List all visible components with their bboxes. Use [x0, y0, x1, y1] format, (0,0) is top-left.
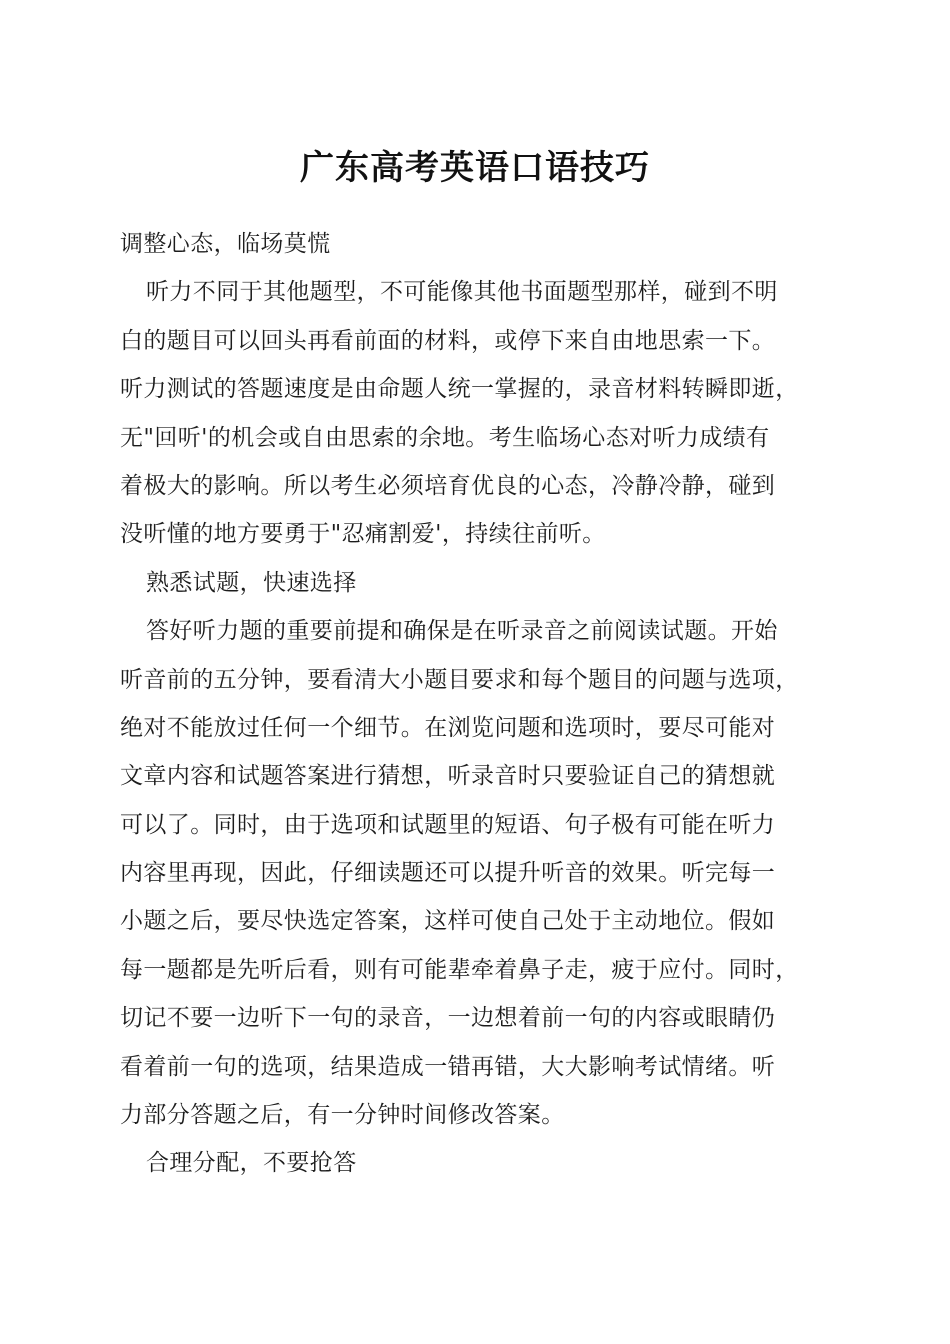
text-line: 力部分答题之后，有一分钟时间修改答案。 [120, 1102, 565, 1129]
text-line: 着极大的影响。所以考生必须培育优良的心态，冷静冷静，碰到 [120, 472, 776, 499]
text-line: 切记不要一边听下一句的录音，一边想着前一句的内容或眼睛仍 [120, 1005, 776, 1032]
text-line: 听音前的五分钟，要看清大小题目要求和每个题目的问题与选项， [120, 666, 799, 693]
text-line: 可以了。同时，由于选项和试题里的短语、句子极有可能在听力 [120, 811, 776, 838]
text-line: 听力测试的答题速度是由命题人统一掌握的，录音材料转瞬即逝， [120, 376, 799, 403]
text-line: 答好听力题的重要前提和确保是在听录音之前阅读试题。开始 [146, 618, 778, 645]
text-line: 看着前一句的选项，结果造成一错再错，大大影响考试情绪。听 [120, 1053, 776, 1080]
document-title: 广东高考英语口语技巧 [300, 148, 650, 188]
text-line: 内容里再现，因此，仔细读题还可以提升听音的效果。听完每一 [120, 860, 776, 887]
text-line: 小题之后，要尽快选定答案，这样可使自己处于主动地位。假如 [120, 908, 776, 935]
text-line: 白的题目可以回头再看前面的材料，或停下来自由地思索一下。 [120, 327, 776, 354]
text-line: 文章内容和试题答案进行猜想，听录音时只要验证自己的猜想就 [120, 763, 776, 790]
text-line: 绝对不能放过任何一个细节。在浏览问题和选项时，要尽可能对 [120, 714, 776, 741]
document-body [120, 220, 850, 1188]
text-line: 没听懂的地方要勇于"忍痛割爱'，持续往前听。 [120, 521, 606, 548]
text-line: 调整心态，临场莫慌 [120, 231, 331, 257]
text-line: 熟悉试题，快速选择 [146, 569, 357, 596]
text-line: 听力不同于其他题型，不可能像其他书面题型那样，碰到不明 [146, 279, 778, 306]
text-line: 无"回听'的机会或自由思索的余地。考生临场心态对听力成绩有 [120, 424, 770, 451]
text-line: 每一题都是先听后看，则有可能辈牵着鼻子走，疲于应付。同时， [120, 956, 799, 983]
text-line: 合理分配，不要抢答 [146, 1150, 357, 1177]
